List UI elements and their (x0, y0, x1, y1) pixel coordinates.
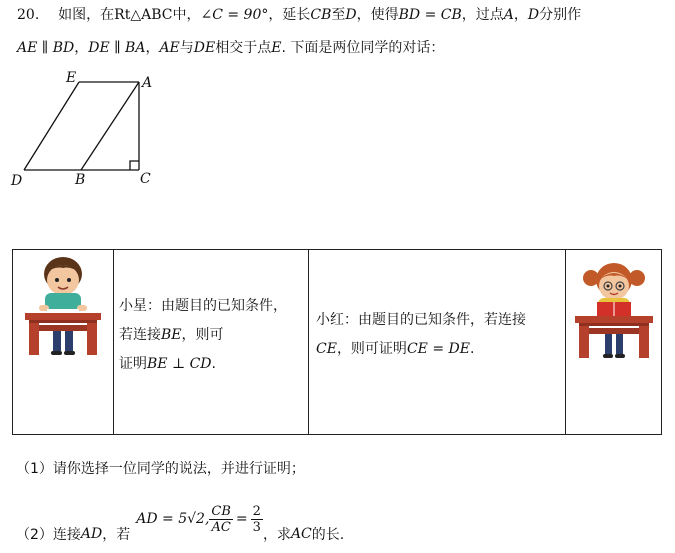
text: 相交于点 (215, 40, 272, 56)
math: A (503, 7, 514, 23)
xiaohong-speech (316, 306, 526, 364)
math: AD (80, 526, 103, 542)
math: E (271, 40, 282, 56)
label-B: B (75, 172, 86, 188)
text: 至 (331, 7, 346, 23)
fraction-cb-over-ac (209, 504, 233, 535)
boy-student-illustration (19, 253, 107, 363)
math: ∠C = 90° (200, 7, 269, 23)
xiaohong-line-1: 小红：由题目的已知条件，若连接 (316, 312, 526, 328)
text: ，过点 (461, 7, 504, 23)
math: BD = CB (398, 7, 462, 23)
text: 中， (172, 7, 201, 23)
math: D (527, 7, 540, 23)
text: . (469, 341, 475, 357)
text: . 下面是两位同学的对话： (281, 40, 445, 56)
fraction-denominator: 3 (252, 519, 261, 535)
math: BE (161, 327, 182, 343)
girl-student-illustration (571, 258, 657, 366)
equals-sign: = (235, 511, 248, 527)
right-angle-mark (130, 161, 139, 170)
xiaoxing-line-3 (119, 350, 287, 379)
segment-AB (81, 82, 139, 170)
xiaoxing-speech (119, 292, 287, 379)
text: ， (513, 7, 528, 23)
text: ，若 (102, 527, 131, 543)
fraction-two-thirds (251, 504, 263, 535)
problem-line-2 (17, 37, 444, 57)
xiaoxing-line-2 (119, 321, 287, 350)
math: AC (290, 526, 312, 542)
problem-line-1 (17, 4, 581, 24)
text: （2）连接 (16, 527, 81, 543)
text: ， (145, 40, 160, 56)
problem-number: 20. (17, 7, 40, 23)
text: 与 (179, 40, 194, 56)
xiaohong-line-2 (316, 335, 526, 364)
text: 的长. (311, 527, 345, 543)
question-2 (16, 494, 344, 544)
text: 证明 (119, 356, 147, 372)
fraction-numerator: 2 (252, 503, 261, 519)
math: D (345, 7, 357, 23)
text: ， (74, 40, 89, 56)
label-E: E (66, 70, 77, 86)
math: AD = 5√2, (136, 511, 210, 527)
math: DE ∥ BA (88, 40, 146, 56)
text: 分别作 (539, 7, 582, 23)
fraction-denominator: AC (211, 519, 231, 535)
math: DE (193, 40, 216, 56)
text: ，则可证明 (336, 341, 407, 357)
text: ，则可 (181, 327, 224, 343)
label-D: D (11, 173, 23, 189)
text: ，使得 (356, 7, 399, 23)
dialogue-table (12, 249, 662, 435)
text: ，求 (262, 527, 291, 543)
math: BE ⊥ CD (147, 356, 212, 372)
math: CE (316, 341, 337, 357)
geometry-figure (8, 68, 168, 193)
question-1: （1）请你选择一位同学的说法，并进行证明； (16, 461, 305, 477)
label-C: C (140, 171, 151, 187)
math: AE ∥ BD (17, 40, 75, 56)
segment-ED (24, 82, 79, 170)
math: AE (159, 40, 180, 56)
math: CE = DE (406, 341, 470, 357)
math: Rt△ABC (114, 7, 173, 23)
fraction-numerator: CB (211, 503, 231, 519)
text: 如图，在 (58, 7, 115, 23)
text: . (211, 356, 216, 372)
math: CB (310, 7, 332, 23)
label-A: A (142, 75, 153, 91)
xiaoxing-line-1: 小星：由题目的已知条件， (119, 298, 287, 314)
text: ，延长 (268, 7, 311, 23)
text: 若连接 (119, 327, 161, 343)
